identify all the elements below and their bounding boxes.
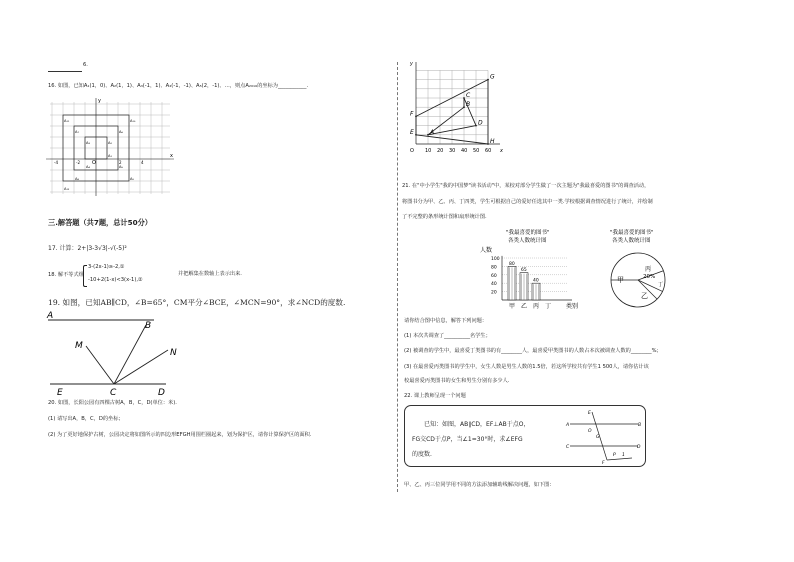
x-axis-label: x [500, 148, 503, 154]
column-divider [397, 62, 398, 492]
bar-value-label: 65 [521, 268, 527, 274]
x-axis-label: 类别 [566, 303, 579, 310]
ray-CN [114, 350, 168, 384]
point-label-A: A [430, 128, 435, 136]
label-G: G [596, 435, 600, 440]
y-tick-label: 100 [491, 257, 500, 262]
y-tick-label: 20 [491, 290, 497, 296]
label-N: N [170, 348, 177, 358]
chart-subtitle: 各类人数统计图 [508, 238, 547, 244]
point-E [415, 134, 417, 136]
q22-box-line3: 的度数. [412, 451, 432, 458]
ray-CB [114, 325, 146, 384]
question-20-part-2: (2) 为了更好地保护古树，公园决定将如图所示的四边形EFGH用围栏圈起来，划为保护区，请你计算保护区的面积. [48, 432, 312, 438]
point-label: A₁ [108, 154, 112, 158]
section-3-heading: 三.解答题（共7题，总计50分） [48, 218, 152, 227]
slice-label-乙: 乙 [641, 292, 648, 300]
chart-title: "我最喜爱的图书" [506, 230, 550, 236]
y-axis-label: y [98, 98, 101, 104]
point-label-B: B [466, 101, 471, 109]
slice-label-丙: 丙 [645, 266, 652, 273]
point-label: A₄ [86, 165, 90, 169]
point-label: A₅ [119, 165, 123, 169]
label-A: A [566, 423, 570, 428]
tick-2: 2 [119, 160, 122, 165]
point-label: A₉ [130, 177, 134, 181]
point-label-H: H [490, 138, 495, 145]
question-16: 16. 如图，已知A₁(1，0)、A₂(1，1)、A₃(-1，1)、A₄(-1，-1)、A₅(2，-1)、…，则点A₂₀₁₆的坐标为___________. [48, 83, 309, 89]
x-tick-label: 30 [449, 148, 456, 154]
label-A: A [47, 311, 54, 321]
point-A [427, 134, 429, 136]
category-label-乙: 乙 [521, 303, 528, 310]
label-D: D [158, 388, 165, 398]
tick-neg4: -4 [54, 160, 58, 165]
label-F: F [602, 461, 605, 464]
point-F [415, 116, 417, 118]
question-19: 19. 如图，已知AB∥CD，∠B=65°，CM平分∠BCE，∠MCN=90°，求∠NCD的度数. [48, 298, 346, 307]
label-O: O [588, 429, 592, 434]
label-angle-1: 1 [622, 453, 625, 458]
label-B: B [145, 321, 152, 331]
label-C: C [110, 388, 117, 398]
question-22: 22. 课上教师呈现一个问题 [404, 393, 466, 399]
point-B [463, 106, 465, 108]
q22-box-line1: 已知：如图，AB∥CD，EF⊥AB于点O， [424, 421, 530, 428]
slice-label-甲: 甲 [617, 276, 624, 284]
chart-title: "我最喜爱的图书" [610, 230, 654, 236]
ray-CM [86, 346, 114, 384]
slice-label-丁: 丁 [658, 282, 664, 288]
q16-grid-figure [44, 96, 178, 198]
tick-neg2: -2 [76, 160, 80, 165]
point-label: A₁₂ [64, 187, 70, 191]
origin-label: O [92, 160, 96, 166]
bar-value-label: 40 [533, 278, 539, 284]
q21-bar-chart [480, 226, 598, 312]
category-label-甲: 甲 [509, 303, 516, 310]
question-21-part-3b: 校最喜爱丙类图书的女生和男生分别有多少人. [404, 378, 510, 384]
question-21-line3: 了不完整的条形统计图和扇形统计图. [402, 214, 487, 220]
question-21-part-1: (1) 本次共调查了__________名学生； [404, 333, 491, 339]
y-axis-label: y [410, 62, 413, 68]
point-label: A₇ [75, 130, 79, 134]
point-D [475, 125, 477, 127]
point-label-C: C [466, 92, 471, 99]
point-labels [64, 119, 136, 191]
q21-pie-chart [600, 226, 682, 312]
point-H [487, 143, 489, 145]
point-G [487, 79, 489, 81]
label-P: P [613, 453, 616, 458]
question-17: 17. 计算：2+|3-3√3|-√(-5)² [48, 245, 127, 252]
question-22-followup: 甲、乙、丙三位同学用不同的方法添加辅助线解决问题，如下图： [404, 482, 555, 488]
point-label-E: E [410, 128, 414, 136]
chart-subtitle: 各类人数统计图 [612, 238, 651, 244]
point-C [463, 97, 465, 99]
line-EF [592, 412, 607, 460]
point-label: A₆ [119, 130, 123, 134]
answer-blank[interactable] [48, 66, 82, 72]
x-tick-label: 40 [461, 148, 468, 154]
origin-label: O [410, 148, 414, 154]
category-label-丙: 丙 [533, 303, 540, 310]
q20-coordinate-chart [400, 62, 512, 158]
label-E: E [588, 411, 591, 416]
question-21-part-3: (3) 在最喜爱丙类图书的学生中，女生人数是男生人数的1.5倍，若这所学校共有学生1 500人，请你估计该 [404, 364, 649, 370]
label-C: C [566, 445, 570, 450]
q22-box-line2: FG交CD于点P，当∠1=30°时，求∠EFG [412, 436, 523, 443]
label-E: E [57, 388, 63, 398]
point-label: A₁₀ [130, 119, 136, 123]
label-M: M [75, 341, 83, 351]
y-tick-label: 40 [491, 282, 497, 288]
point-label: A₃ [86, 141, 90, 145]
bar-value-label: 80 [509, 261, 515, 267]
point-label-G: G [490, 73, 495, 81]
point-label: A₂ [108, 141, 112, 145]
y-tick-label: 80 [491, 265, 497, 271]
grid-lines [50, 102, 170, 194]
inequality-2: -10+2(1-x)<3(x-1),② [88, 277, 143, 283]
label-B: B [638, 423, 642, 428]
line-FG [607, 458, 632, 460]
question-20: 20. 如图，长阳公园有四棵古树A，B，C，D(单位：米). [48, 400, 177, 406]
y-axis-label: 人数 [480, 247, 493, 254]
q19-figure [42, 310, 182, 398]
question-21-part-2: (2) 被调查的学生中，最喜爱丁类图书的有________人，最喜爱甲类图书的人数占本次被调查人数的________%； [404, 348, 662, 354]
label-D: D [637, 445, 641, 450]
question-18-label: 18. 解不等式组 [48, 272, 84, 278]
point-label: A₁₁ [64, 119, 70, 123]
x-tick-label: 60 [485, 148, 492, 154]
x-axis-label: x [170, 153, 173, 159]
inequality-1: 3-(2x-1)≥-2,① [88, 264, 125, 270]
point-label-F: F [410, 110, 414, 118]
slice-pct-丙: 20% [643, 274, 656, 280]
x-tick-label: 20 [437, 148, 444, 154]
question-21-line2: 将图书分为甲、乙、丙、丁四类，学生可根据自己的爱好任选其中一类.学校根据调查情况进行了统计，并绘制 [402, 199, 653, 205]
point-label: A₈ [75, 177, 79, 181]
tick-4: 4 [141, 160, 144, 165]
q22-figure [564, 408, 642, 464]
category-label-丁: 丁 [545, 303, 552, 310]
question-18-tail: 并把解集在数轴上表示出来. [178, 271, 242, 277]
question-21-prompt: 请你结合图中信息，解答下列问题： [404, 318, 488, 324]
point-label-D: D [478, 119, 483, 127]
blank-suffix: 6. [83, 62, 88, 68]
system-brace [83, 265, 87, 287]
question-20-part-1: (1) 请写出A，B，C，D的坐标； [48, 416, 124, 422]
y-tick-label: 60 [491, 273, 497, 279]
x-tick-label: 50 [473, 148, 480, 154]
question-21-line1: 21. 在"中小学生"我的中国梦"读书活动"中，某校对部分学生做了一次主题为"我最喜爱的图书"的调查活动， [402, 183, 650, 189]
x-tick-label: 10 [425, 148, 432, 154]
